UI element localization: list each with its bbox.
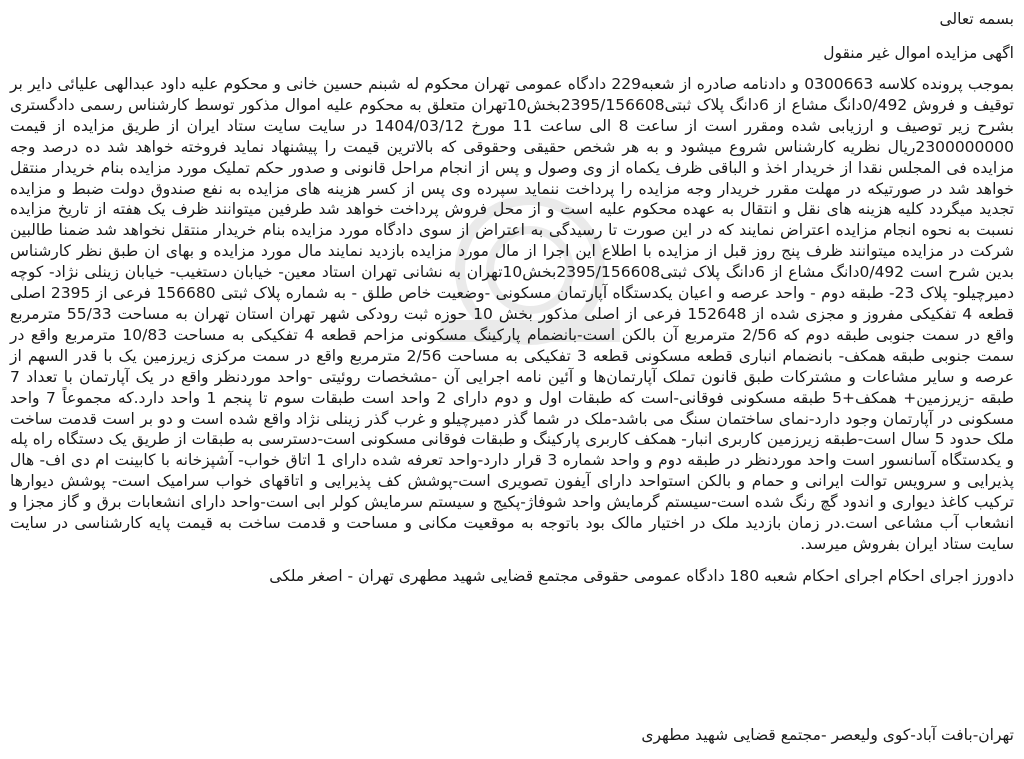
official-signature-line: دادورز اجرای احکام اجرای احکام شعبه 180 دادگاه عمومی حقوقی مجتمع قضایی شهید مطهری تهران - اصغر ملکی [269,566,1014,585]
invocation-heading: بسمه تعالی [939,10,1014,28]
notice-title: اگهی مزایده اموال غیر منقول [823,44,1014,62]
office-address: تهران-بافت آباد-کوی ولیعصر -مجتمع قضایی شهید مطهری [641,726,1014,744]
notice-body-text: بموجب پرونده کلاسه 0300663 و دادنامه صادره از شعبه229 دادگاه عمومی تهران محکوم له شبنم حسین خانی و محکوم علیه داود عبدالهی علیائی دایر بر توقیف و فروش 0/492دانگ مشاع از 6دانگ پلاک ثبتی2395/156608بخش10تهران متعلق به محکوم علیه اموال مذکور توسط کارشناس رسمی دادگستری بشرح زیر توصیف و ارزیابی شده ومقرر است از ساعت 8 الی ساعت 11 مورخ 1404/03/12 در سایت سایت ستاد ایران از طریق مزایده از قیمت 2300000000ریال نظریه کارشناس شروع میشود و به هر شخص حقیقی وحقوقی که بالاترین قیمت را پیشنهاد نماید فروخته خواهد شد ده درصد وجه مزایده فی المجلس نقدا از خریدار اخذ و الباقی ظرف یکماه از وی وصول و پس از انجام مراحل قانونی و صدور حکم تملیک مورد مزایده بنام خریدار منتقل خواهد شد در صورتیکه در مهلت مقرر خریدار وجه مزایده را پرداخت ننماید سپرده وی پس از کسر هزینه های مزایده به نفع صندوق دولت ضبط و مزایده تجدید میگردد کلیه هزینه های نقل و انتقال به عهده محکوم علیه است و از محل فروش پرداخت خواهد شد طرفین میتوانند ظرف یک هفته از تاریخ مزایده نسبت به نحوه انجام مزایده اعتراض نمایند که در این صورت تا رسیدگی به اعتراض از سوی دادگاه مورد مزایده بنام خریدار منتقل نخواهد شد ضمنا طالبین شرکت در مزایده میتوانند ظرف پنج روز قبل از مزایده با اطلاع این اجرا از مال مورد مزایده بازدید نمایند مال مورد مزایده و بهای ان طبق نظر کارشناس بدین شرح است 0/492دانگ مشاع از 6دانگ پلاک ثبتی2395/156608بخش10تهران به نشانی تهران استاد معین- خیابان دستغیب- خیابان زینلی نژاد- کوچه دمیرچیلو- پلاک 23- طبقه دوم - واحد عرصه و اعیان یکدستگاه آپارتمان مسکونی -وضعیت خاص طلق - به شماره پلاک ثبتی 156680 فرعی از 2395 اصلی قطعه 4 تفکیکی مفروز و مجزی شده از 152648 فرعی از اصلی مذکور بخش 10 حوزه ثبت رودکی شهر تهران استان تهران به مساحت 55/33 مترمربع واقع در سمت جنوبی طبقه دوم که 2/56 مترمربع آن بالکن است-بانضمام پارکینگ مسکونی مزاحم قطعه 4 تفکیکی به مساحت 10/83 مترمربع واقع در سمت جنوبی طبقه همکف- بانضمام انباری قطعه مسکونی قطعه 3 تفکیکی به مساحت 2/56 مترمربع واقع در سمت مرکزی زیرزمین یک با قدر السهم از عرصه و سایر مشاعات و مشترکات طبق قانون تملک آپارتمان‌ها و آئین نامه اجرایی آن -مشخصات روئیتی -واحد موردنظر واقع در یک آپارتمان با تعداد 7 طبقه -زیرزمین+ همکف+5 طبقه مسکونی فوقانی-است که طبقات اول و دوم دارای 2 واحد است طبقات سوم تا پنجم 1 واحد دارد.که مجموعاً 7 واحد مسکونی در آپارتمان وجود دارد-نمای ساختمان سنگ می باشد-ملک در شما گذر دمیرچیلو و غرب گذر زینلی نژاد واقع شده است و دو بر است قدمت ساخت ملک حدود 5 سال است-طبقه زیرزمین کاربری انبار- همکف کاربری پارکینگ و طبقات فوقانی مسکونی است-دسترسی به طبقات از طریق یک دستگاه راه پله و یکدستگاه آسانسور است واحد موردنظر در طبقه دوم و واحد شماره 3 قرار دارد-واحد تعرفه شده دارای 1 اتاق خواب- آشپزخانه با کابینت ام دی اف- هال پذیرایی و سرویس توالت ایرانی و حمام و بالکن استواحد دارای آیفون تصویری است-پوشش کف پذیرایی و اتاقهای خواب سرامیک است- پوشش دیوارها ترکیب کاغذ دیواری و اندود گچ رنگ شده است-سیستم گرمایش واحد شوفاژ-پکیج و سیستم سرمایش کولر ابی است-واحد دارای انشعابات برق و گاز مجزا و انشعاب آب مشاعی است.در زمان بازدید ملک در اختیار مالک بود باتوجه به موقعیت مکانی و مساحت و قدمت ساخت به قیمت پایه کارشناسی در سایت سایت ستاد ایران بفروش میرسد. [10,75,1015,553]
